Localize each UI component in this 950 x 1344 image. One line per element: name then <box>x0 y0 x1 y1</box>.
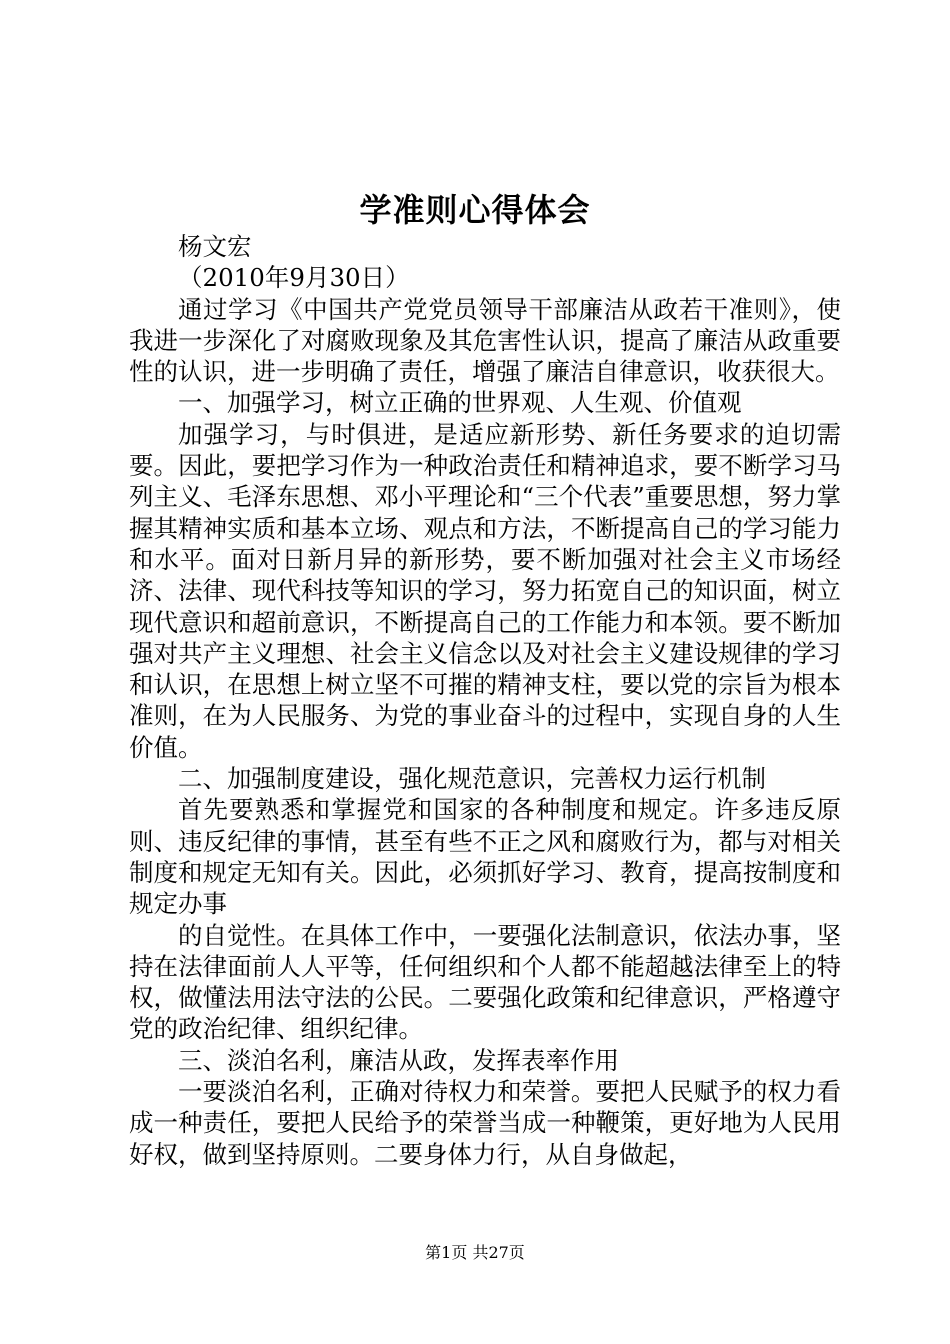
date-line: （2010年9月30日） <box>178 263 410 293</box>
paragraph-intro: 通过学习《中国共产党党员领导干部廉洁从政若干准则》，使我进一步深化了对腐败现象及其危害性认识，提高了廉洁从政重要性的认识，进一步明确了责任，增强了廉洁自律意识，收获很大。 <box>129 294 841 387</box>
paragraph-section-3: 一要淡泊名利，正确对待权力和荣誉。要把人民赋予的权力看成一种责任，要把人民给予的荣誉当成一种鞭策，更好地为人民用好权，做到坚持原则。二要身体力行，从自身做起， <box>129 1077 841 1169</box>
section-heading-2: 二、加强制度建设，强化规范意识，完善权力运行机制 <box>178 764 766 794</box>
author-line: 杨文宏 <box>178 232 252 261</box>
paragraph-section-2b: 的自觉性。在具体工作中，一要强化法制意识，依法办事，坚持在法律面前人人平等，任何组织和个人都不能超越法律至上的特权，做懂法用法守法的公民。二要强化政策和纪律意识，严格遵守党的政治纪律、组织纪律。 <box>129 920 841 1044</box>
document-title: 学准则心得体会 <box>359 191 591 229</box>
page-footer: 第1页 共27页 <box>425 1243 525 1262</box>
paragraph-section-1: 加强学习，与时俱进，是适应新形势、新任务要求的迫切需要。因此，要把学习作为一种政治责任和精神追求，要不断学习马列主义、毛泽东思想、邓小平理论和“三个代表”重要思想，努力掌握其精神实质和基本立场、观点和方法，不断提高自己的学习能力和水平。面对日新月异的新形势，要不断加强对社会主义市场经济、法律、现代科技等知识的学习，努力拓宽自己的知识面，树立现代意识和超前意识，不断提高自己的工作能力和本领。要不断加强对共产主义理想、社会主义信念以及对社会主义建设规律的学习和认识，在思想上树立坚不可摧的精神支柱，要以党的宗旨为根本准则，在为人民服务、为党的事业奋斗的过程中，实现自身的人生价值。 <box>129 419 841 762</box>
section-heading-3: 三、淡泊名利，廉洁从政，发挥表率作用 <box>178 1045 619 1075</box>
section-heading-1: 一、加强学习，树立正确的世界观、人生观、价值观 <box>178 388 742 418</box>
document-body <box>129 231 841 1170</box>
paragraph-section-2a: 首先要熟悉和掌握党和国家的各种制度和规定。许多违反原则、违反纪律的事情，甚至有些不正之风和腐败行为，都与对相关制度和规定无知有关。因此，必须抓好学习、教育，提高按制度和规定办事 <box>129 795 841 919</box>
